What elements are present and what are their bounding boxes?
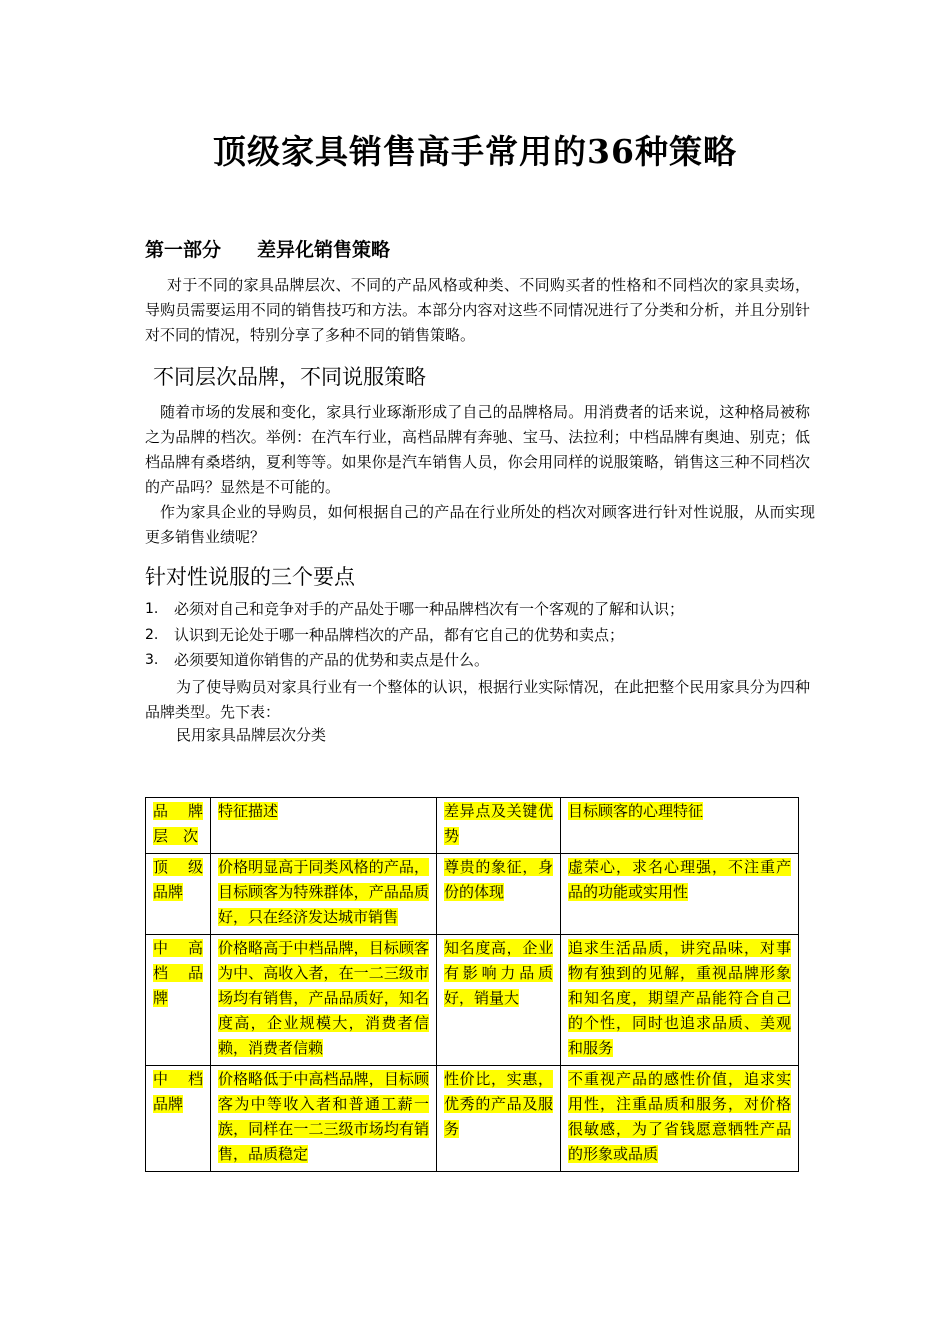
brand-level-table: [145, 797, 799, 1172]
table-row: [146, 935, 799, 1066]
table-cell: 尊贵的象征，身份的体现: [444, 858, 553, 901]
part-name: 差异化销售策略: [257, 239, 391, 261]
section-heading-three-points: 针对性说服的三个要点: [145, 565, 355, 589]
list-item: 1. 必须对自己和竞争对手的产品处于哪一种品牌档次有一个客观的了解和认识；: [145, 600, 685, 618]
section-heading-brand-levels: 不同层次品牌，不同说服策略: [153, 365, 426, 389]
table-cell: 顶 级品牌: [153, 858, 203, 901]
section1-paragraph-1: 随着市场的发展和变化，家具行业琢渐形成了自己的品牌格局。用消费者的话来说，这种格局被称之为品牌的档次。举例：在汽车行业，高档品牌有奔驰、宝马、法拉利；中档品牌有奥迪、别克；低档品牌有桑塔纳，夏利等等。如果你是汽车销售人员，你会用同样的说服策略，销售这三种不同档次的产品吗？显然是不可能的。: [145, 403, 810, 496]
table-cell: 价格明显高于同类风格的产品，目标顾客为特殊群体，产品品质好，只在经济发达城市销售: [218, 858, 429, 926]
table-cell: 性价比，实惠，优秀的产品及服务: [444, 1070, 553, 1138]
table-header-row: [146, 798, 799, 854]
document-title: 顶级家具销售高手常用的36种策略: [213, 132, 737, 171]
table-cell: 中 档品牌: [153, 1070, 203, 1113]
list-item: 3. 必须要知道你销售的产品的优势和卖点是什么。: [145, 651, 490, 669]
header-cell-customer-psychology: 目标顾客的心理特征: [568, 802, 704, 820]
section1-paragraph-2: 作为家具企业的导购员，如何根据自己的产品在行业所处的档次对顾客进行针对性说服，从而实现更多销售业绩呢？: [145, 503, 815, 546]
table-row: [146, 1066, 799, 1172]
list-item: 2. 认识到无论处于哪一种品牌档次的产品，都有它自己的优势和卖点；: [145, 625, 625, 644]
table-cell: 中 高档 品牌: [153, 939, 203, 1007]
header-cell-advantages: 差异点及关键优势: [444, 802, 553, 845]
table-cell: 不重视产品的感性价值，追求实用性，注重品质和服务，对价格很敏感，为了省钱愿意牺牲产品的形象或品质: [568, 1070, 791, 1163]
section2-paragraph: 为了使导购员对家具行业有一个整体的认识，根据行业实际情况，在此把整个民用家具分为四种品牌类型。先下表：: [145, 678, 810, 721]
header-cell-features: 特征描述: [218, 802, 279, 820]
intro-paragraph: 对于不同的家具品牌层次、不同的产品风格或种类、不同购买者的性格和不同档次的家具卖场，导购员需要运用不同的销售技巧和方法。本部分内容对这些不同情况进行了分类和分析，并且分别针对不同的情况，特别分享了多种不同的销售策略。: [145, 276, 810, 344]
table-row: [146, 854, 799, 935]
table-cell: 价格略低于中高档品牌，目标顾客为中等收入者和普通工薪一族，同样在一二三级市场均有销售，品质稳定: [218, 1070, 429, 1163]
table-caption: 民用家具品牌层次分类: [176, 726, 327, 744]
key-points-list: [145, 597, 810, 674]
table-cell: 追求生活品质，讲究品味，对事物有独到的见解，重视品牌形象和知名度，期望产品能符合自己的个性，同时也追求品质、美观和服务: [568, 939, 791, 1057]
table-cell: 虚荣心，求名心理强，不注重产品的功能或实用性: [568, 858, 791, 901]
header-cell-level: 品 牌层 次: [153, 802, 203, 845]
part-label: 第一部分: [145, 239, 222, 261]
part-heading: [145, 235, 390, 265]
table-cell: 价格略高于中档品牌，目标顾客为中、高收入者，在一二三级市场均有销售，产品品质好，知名度高，企业规模大，消费者信赖，消费者信赖: [218, 939, 429, 1057]
table-cell: 知名度高，企业有影响力品质好，销量大: [444, 939, 553, 1007]
